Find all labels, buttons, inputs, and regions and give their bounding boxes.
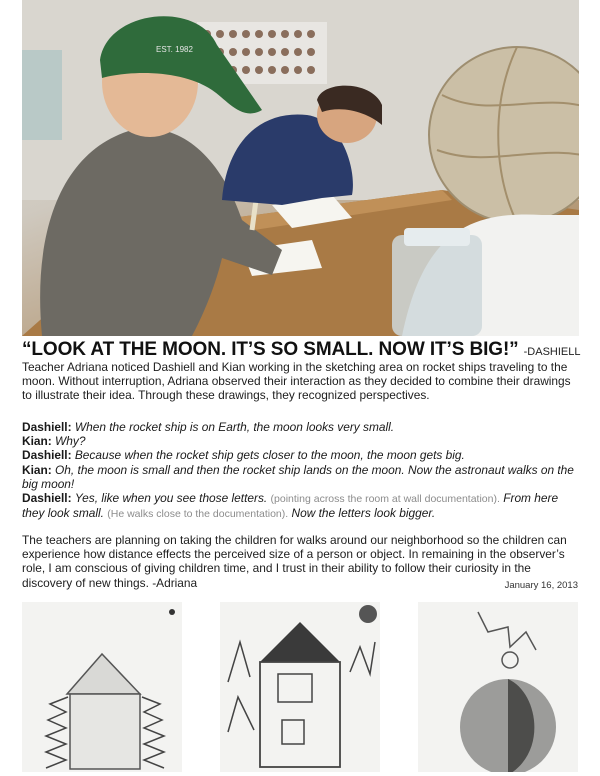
utterance: Oh, the moon is small and then the rocket ship lands on the moon. Now the astronaut walks on the big moon! bbox=[22, 462, 574, 491]
utterance: Because when the rocket ship gets closer to the moon, the moon gets big. bbox=[74, 448, 465, 463]
moon-sketch bbox=[418, 602, 578, 772]
dialogue-line bbox=[22, 434, 578, 448]
speaker: Dashiell: bbox=[22, 448, 72, 463]
cap-logo-text: EST. 1982 bbox=[156, 45, 193, 54]
closing-paragraph: The teachers are planning on taking the children for walks around our neighborhood so the children can experience how distance effects the perceived size of a person or object. In remaining in the observer’s role, I am conscious of giving children time, and I trust in their ability to follow their curiosity in the discovery of new things. -Adriana bbox=[22, 533, 567, 590]
dialogue-line bbox=[22, 448, 578, 462]
drawing-rocket-ship-1 bbox=[22, 602, 182, 772]
dialogue-line bbox=[22, 420, 578, 434]
headline bbox=[22, 339, 582, 361]
rocket-sketch bbox=[220, 602, 380, 772]
dialogue-line bbox=[22, 463, 578, 491]
stage-direction: (pointing across the room at wall documentation). bbox=[270, 493, 500, 506]
speaker: Dashiell: bbox=[22, 491, 72, 506]
utterance: Why? bbox=[55, 434, 86, 449]
utterance: Now the letters look bigger. bbox=[291, 506, 436, 521]
speaker: Dashiell: bbox=[22, 420, 72, 434]
glass-jar bbox=[392, 228, 482, 336]
utterance: From here they look small. bbox=[22, 491, 559, 521]
dialogue bbox=[22, 420, 578, 521]
children-sketching-photo bbox=[22, 0, 579, 336]
utterance: When the rocket ship is on Earth, the moon looks very small. bbox=[74, 420, 395, 434]
drawing-moon bbox=[418, 602, 578, 772]
rocket-sketch bbox=[22, 602, 182, 772]
intro-paragraph: Teacher Adriana noticed Dashiell and Kian working in the sketching area on rocket ships traveling to the moon. Without interruption, Adriana observed their interaction as they decided to combine their drawings to illustrate their idea. Through these drawings, they recognized perspectives. bbox=[22, 360, 571, 403]
date: January 16, 2013 bbox=[504, 580, 578, 591]
headline-quote: “LOOK AT THE MOON. IT’S SO SMALL. NOW IT’S BIG!” bbox=[22, 339, 519, 360]
speaker: Kian: bbox=[22, 434, 52, 449]
dialogue-line bbox=[22, 491, 578, 521]
speaker: Kian: bbox=[22, 462, 52, 477]
headline-attribution: -DASHIELL bbox=[520, 346, 581, 358]
drawing-rocket-ship-2 bbox=[220, 602, 380, 772]
stage-direction: (He walks close to the documentation). bbox=[107, 508, 289, 521]
utterance: Yes, like when you see those letters. bbox=[74, 491, 268, 506]
photo-illustration bbox=[22, 0, 579, 336]
